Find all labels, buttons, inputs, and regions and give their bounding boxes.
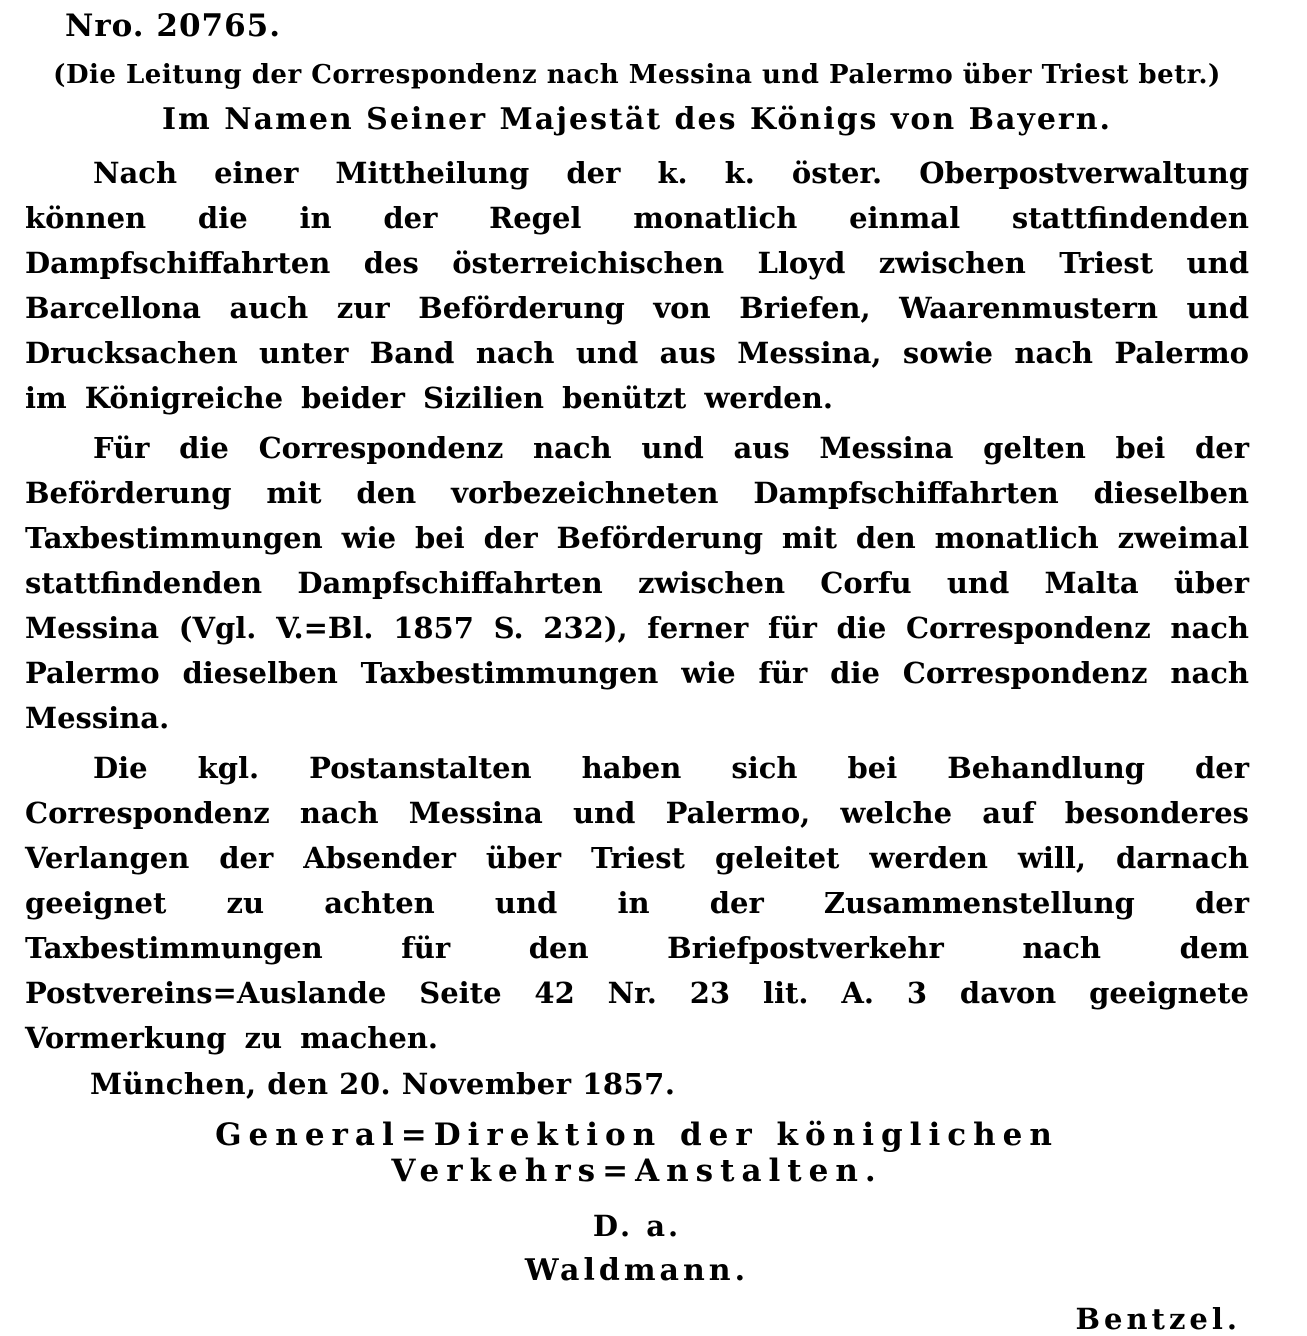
paragraph-3: Die kgl. Postanstalten haben sich bei Behandlung der Correspondenz nach Messina und Palermo, welche auf besonderes Verlangen der Absender über Triest geleitet werden will, darnach geeignet zu achten und in der Zusammenstellung der Taxbestimmungen für den Briefpostverkehr nach dem Postvereins=Auslande Seite 42 Nr. 23 lit. A. 3 davon geeignete Vormerkung zu machen. [25, 751, 1249, 1055]
signature-waldmann: Waldmann. [524, 1253, 750, 1288]
subject-line: (Die Leitung der Correspondenz nach Messina und Palermo über Triest betr.) [53, 60, 1221, 90]
delegation-abbreviation: D. a. [592, 1209, 682, 1243]
document-number: Nro. 20765. [65, 8, 282, 44]
proclamation-line: Im Namen Seiner Majestät des Königs von Bayern. [162, 102, 1112, 137]
signature-bentzel: Bentzel. [1075, 1302, 1241, 1336]
issuer-line: General=Direktion der königlichen Verkehrs=Anstalten. [215, 1117, 1059, 1189]
paragraph-1: Nach einer Mittheilung der k. k. öster. Oberpostverwaltung können die in der Regel monatlich einmal stattfindenden Dampfschiffahrten des österreichischen Lloyd zwischen Triest und Barcellona auch zur Beförderung von Briefen, Waarenmustern und Drucksachen unter Band nach und aus Messina, sowie nach Palermo im Königreiche beider Sizilien benützt werden. [25, 156, 1249, 415]
dateline: München, den 20. November 1857. [90, 1067, 676, 1101]
paragraph-2: Für die Correspondenz nach und aus Messina gelten bei der Beförderung mit den vorbezeichneten Dampfschiffahrten dieselben Taxbestimmungen wie bei der Beförderung mit den monatlich zweimal stattfindenden Dampfschiffahrten zwischen Corfu und Malta über Messina (Vgl. V.=Bl. 1857 S. 232), ferner für die Correspondenz nach Palermo dieselben Taxbestimmungen wie für die Correspondenz nach Messina. [25, 431, 1249, 735]
